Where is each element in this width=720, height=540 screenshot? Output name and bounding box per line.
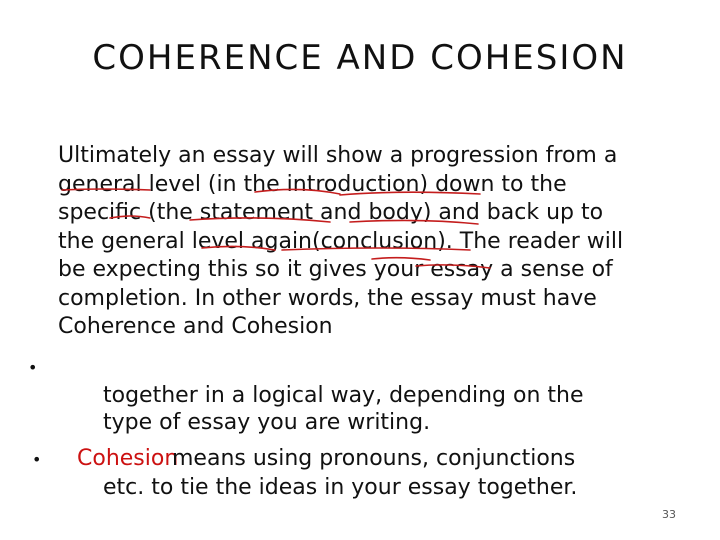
page-number: 33 [662,508,676,521]
cohesion-definition: means using pronouns, conjunctions [172,446,576,471]
paragraph-line: the general level again(conclusion). The reader will [58,228,624,254]
coherence-line-2: type of essay you are writing. [103,410,431,435]
slide-title: COHERENCE AND COHESION [92,38,628,78]
paragraph-line: be expecting this so it gives your essay a sense of [58,257,613,282]
bullet-marker: • [28,358,38,377]
coherence-line-1: together in a logical way, depending on the [103,383,584,408]
paragraph-line: specific (the statement and body) and back up to [58,200,604,225]
cohesion-term: Cohesion [77,446,179,471]
paragraph-line: general level (in the introduction) down to the [58,171,567,197]
body-paragraph [58,142,672,342]
bullet-marker: • [32,450,42,469]
paragraph-line: completion. In other words, the essay must have [58,285,597,311]
cohesion-continuation: etc. to tie the ideas in your essay together. [103,475,578,500]
paragraph-line: Ultimately an essay will show a progression from a [58,143,618,168]
paragraph-line: Coherence and Cohesion [58,314,333,339]
